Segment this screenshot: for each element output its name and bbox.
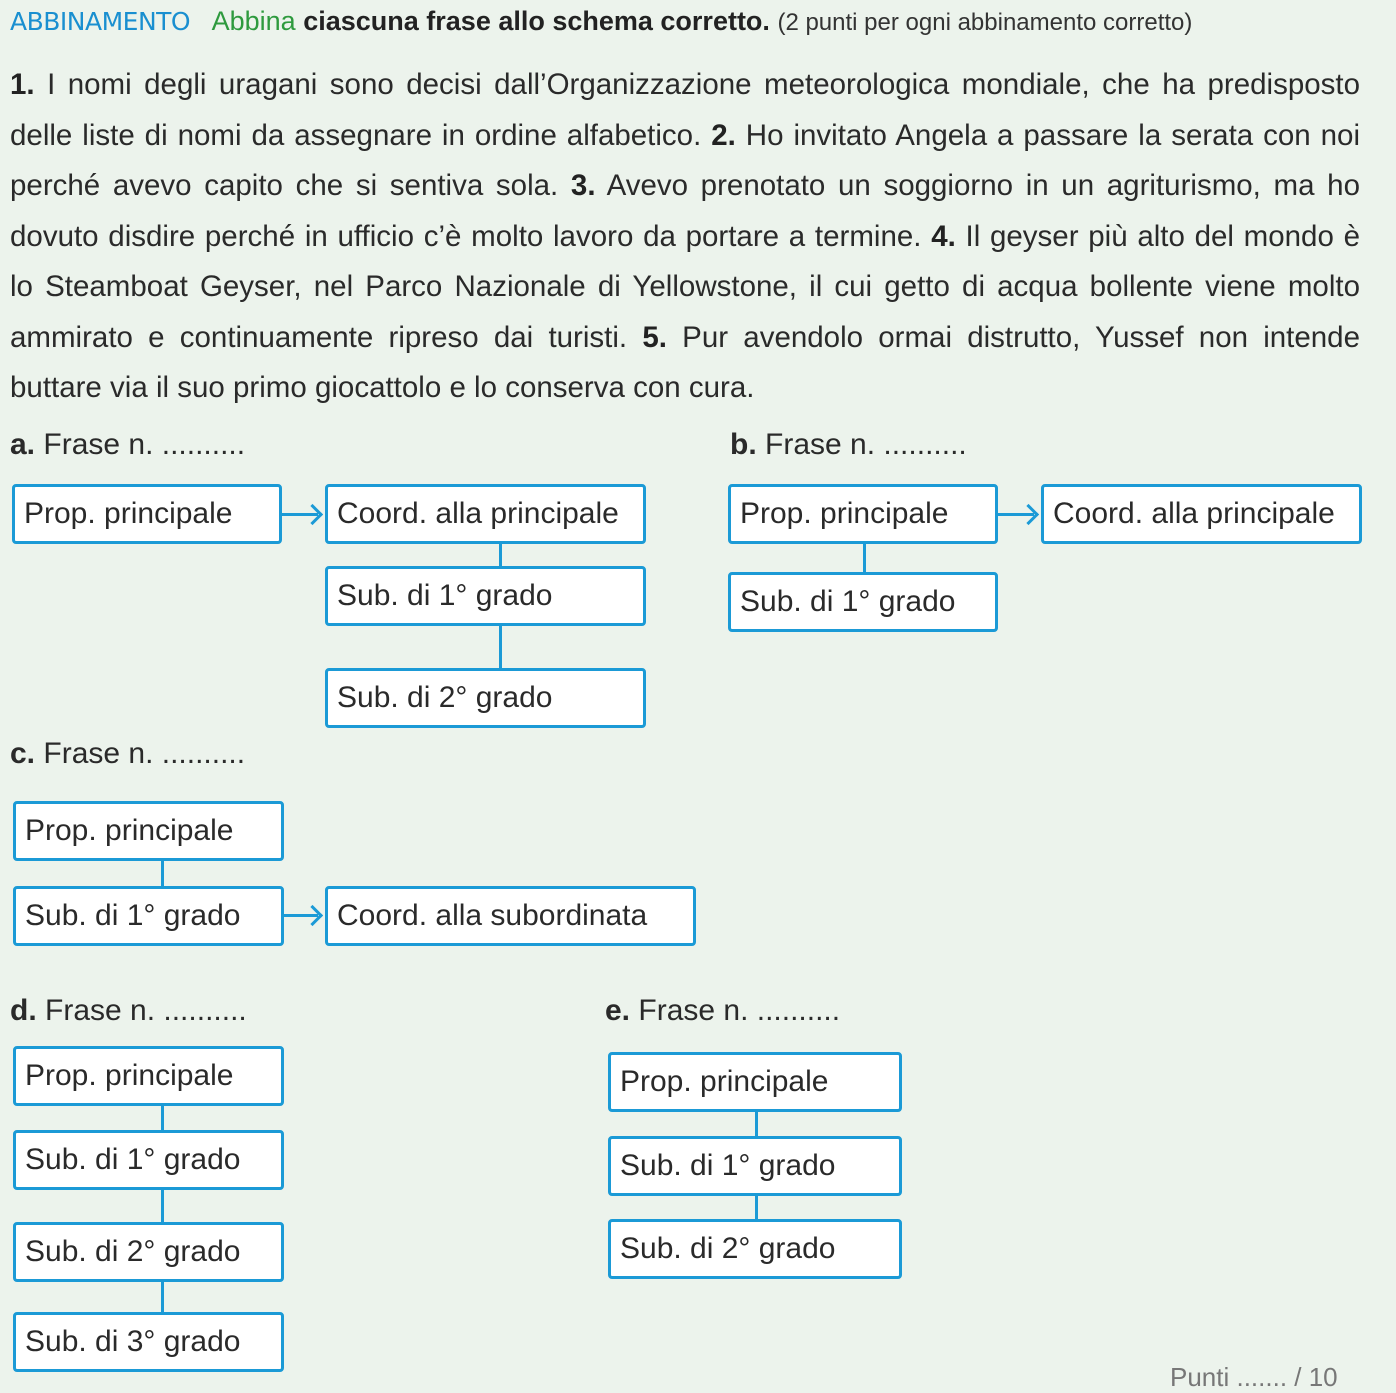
scheme-d-connector-1 [161, 1106, 164, 1130]
scheme-a-box-sub1: Sub. di 1° grado [325, 566, 646, 626]
sentence-number-4: 4. [931, 219, 956, 253]
score-footer: Punti ....... / 10 [1170, 1362, 1338, 1392]
scheme-b-box-principale: Prop. principale [728, 484, 998, 544]
sentence-number-5: 5. [642, 320, 667, 354]
exercise-tag: ABBINAMENTO [10, 7, 191, 36]
scheme-e-connector-2 [755, 1196, 758, 1219]
scheme-a-letter: a. [10, 428, 36, 461]
scheme-e-connector-1 [755, 1112, 758, 1136]
sentence-number-2: 2. [711, 118, 736, 152]
scheme-e-box-sub1: Sub. di 1° grado [608, 1136, 902, 1196]
sentence-text-1: I nomi degli uragani sono decisi dall’Organizzazione meteorologica mondiale, che ha predisposto delle liste di nomi da assegnare in ordine alfabetico. [10, 68, 1360, 152]
sentence-number-3: 3. [570, 169, 596, 202]
scheme-d-box-principale: Prop. principale [13, 1046, 284, 1106]
scheme-a-answer-blank[interactable]: Frase n. .......... [43, 428, 246, 461]
scheme-d-box-sub1: Sub. di 1° grado [13, 1130, 284, 1190]
scheme-b-label [730, 428, 967, 462]
scheme-b-box-sub1: Sub. di 1° grado [728, 572, 998, 632]
scheme-d-letter: d. [10, 994, 37, 1027]
scheme-b-answer-blank[interactable]: Frase n. .......... [765, 428, 967, 461]
scheme-a-box-principale: Prop. principale [12, 484, 282, 544]
scheme-d-label [10, 994, 247, 1028]
scheme-a-arrowhead [302, 504, 323, 525]
scheme-c-box-sub1: Sub. di 1° grado [13, 886, 284, 946]
scheme-e-box-principale: Prop. principale [608, 1052, 902, 1112]
exercise-instruction: ciascuna frase allo schema corretto. [303, 6, 770, 36]
scheme-a-connector-2 [499, 626, 502, 668]
sentence-text-3: Avevo prenotato un soggiorno in un agriturismo, ma ho dovuto disdire perché in ufficio c’è molto lavoro da portare a termine. [10, 169, 1360, 253]
scheme-c-connector-1 [161, 861, 164, 886]
sentence-number-1: 1. [10, 68, 35, 101]
scheme-b-box-coord: Coord. alla principale [1041, 484, 1362, 544]
scheme-c-box-coord-sub: Coord. alla subordinata [325, 886, 696, 946]
scheme-d-box-sub3: Sub. di 3° grado [13, 1312, 284, 1372]
scheme-e-answer-blank[interactable]: Frase n. .......... [638, 994, 841, 1027]
sentence-text-4: Il geyser più alto del mondo è lo Steamboat Geyser, nel Parco Nazionale di Yellowstone, il cui getto di acqua bollente viene molto ammirato e continuamente ripreso dai turisti. [10, 219, 1360, 354]
scheme-c-arrowhead [302, 905, 323, 926]
scheme-b-connector-1 [863, 544, 866, 572]
scheme-e-label [605, 994, 840, 1028]
scheme-d-connector-3 [161, 1282, 164, 1312]
scheme-e-letter: e. [605, 994, 631, 1027]
sentence-text-5: Pur avendolo ormai distrutto, Yussef non intende buttare via il suo primo giocattolo e lo conserva con cura. [10, 320, 1360, 404]
scheme-d-connector-2 [161, 1190, 164, 1222]
scheme-c-answer-blank[interactable]: Frase n. .......... [43, 737, 246, 770]
scheme-c-label [10, 737, 245, 771]
exercise-points: (2 punti per ogni abbinamento corretto) [777, 9, 1193, 36]
scheme-c-box-principale: Prop. principale [13, 801, 284, 861]
scheme-b-letter: b. [730, 428, 757, 461]
scheme-a-label [10, 428, 245, 462]
scheme-b-arrowhead [1018, 504, 1039, 525]
scheme-e-box-sub2: Sub. di 2° grado [608, 1219, 902, 1279]
scheme-a-box-sub2: Sub. di 2° grado [325, 668, 646, 728]
exercise-header [10, 6, 1390, 37]
scheme-d-answer-blank[interactable]: Frase n. .......... [45, 994, 247, 1027]
sentences-passage [10, 60, 1360, 414]
exercise-verb: Abbina [211, 6, 296, 36]
sentence-text-2: Ho invitato Angela a passare la serata con noi perché avevo capito che si sentiva sola. [10, 118, 1361, 202]
scheme-c-letter: c. [10, 737, 36, 770]
scheme-a-connector-1 [499, 544, 502, 566]
scheme-a-box-coord: Coord. alla principale [325, 484, 646, 544]
scheme-d-box-sub2: Sub. di 2° grado [13, 1222, 284, 1282]
